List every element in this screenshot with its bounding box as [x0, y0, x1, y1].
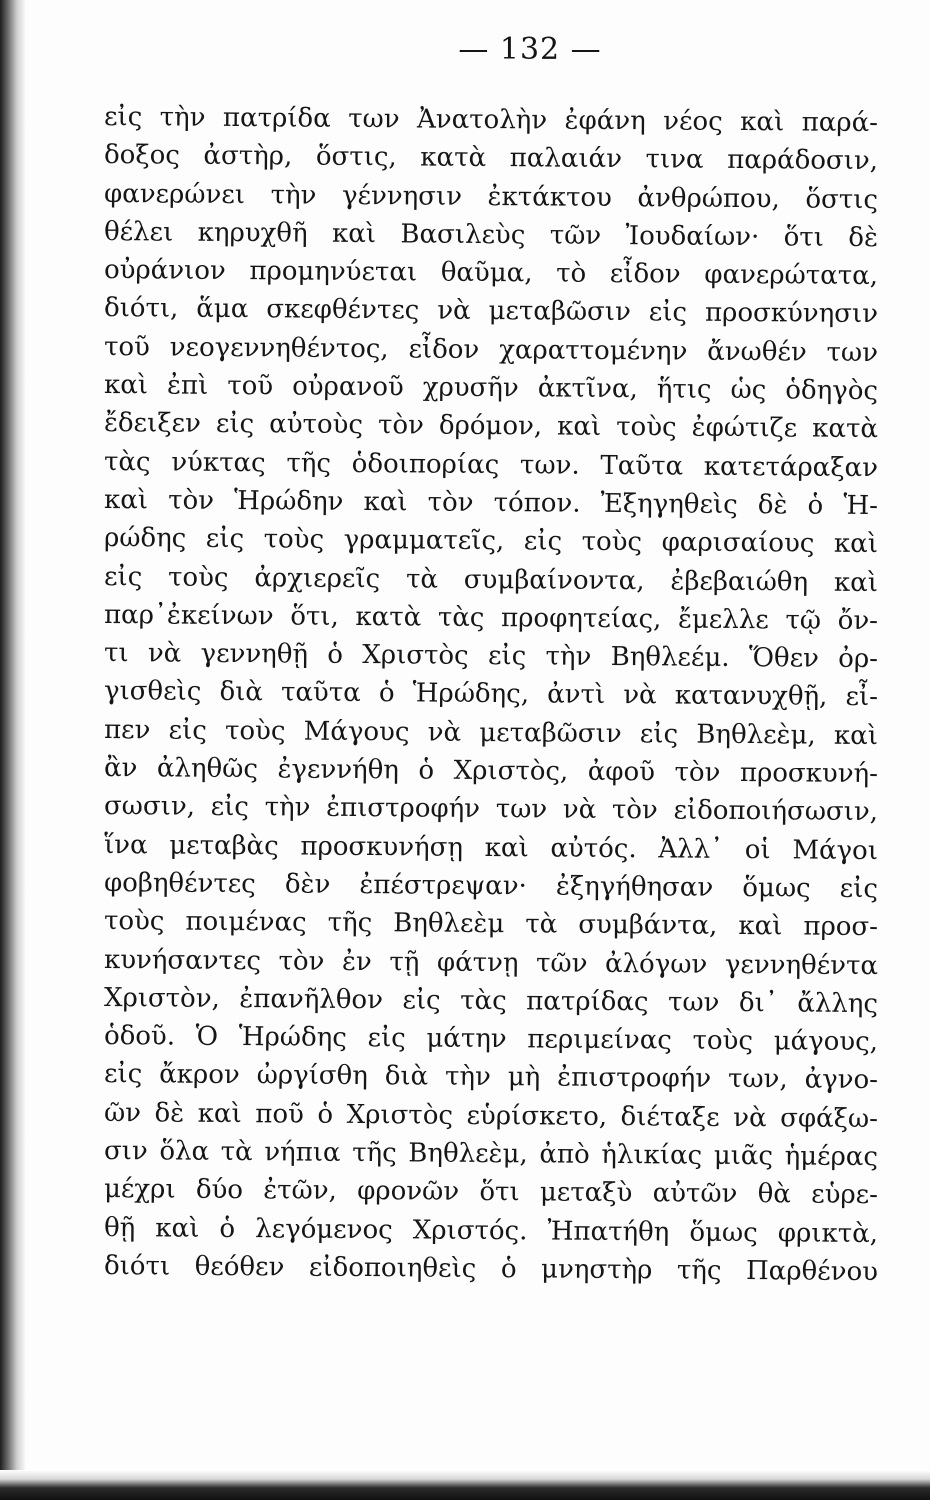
text-line: Χριστὸν, ἐπανῆλθον εἰς τὰς πατρίδας των δι᾽ ἄλλης	[103, 982, 879, 1019]
text-line: καὶ τὸν Ἡρώδην καὶ τὸν τόπον. Ἐξηγηθεὶς δὲ ὁ Ἡ-	[103, 484, 879, 522]
text-line: καὶ ἐπὶ τοῦ οὐρανοῦ χρυσῆν ἀκτῖνα, ἥτις ὡς ὁδηγὸς	[103, 370, 879, 407]
text-line: παρ᾽ἐκείνων ὅτι, κατὰ τὰς προφητείας, ἔμελλε τῷ ὄν-	[103, 599, 879, 636]
text-line: μέχρι δύο ἐτῶν, φρονῶν ὅτι μεταξὺ αὐτῶν θὰ εὑρε-	[103, 1174, 879, 1211]
text-line: κυνήσαντες τὸν ἐν τῇ φάτνῃ τῶν ἀλόγων γεννηθέντα	[103, 944, 879, 981]
text-line: θῇ καὶ ὁ λεγόμενος Χριστός. Ἠπατήθη ὅμως φρικτὰ,	[103, 1212, 879, 1249]
text-line: ἔδειξεν εἰς αὐτοὺς τὸν δρόμον, καὶ τοὺς ἐφώτιζε κατὰ	[103, 408, 879, 445]
text-line: διότι, ἅμα σκεφθέντες νὰ μεταβῶσιν εἰς προσκύνησιν	[103, 293, 879, 330]
text-line: τι νὰ γεννηθῇ ὁ Χριστὸς εἰς τὴν Βηθλεέμ. Ὅθεν ὀρ-	[103, 638, 879, 675]
text-line: φοβηθέντες δὲν ἐπέστρεψαν· ἐξηγήθησαν ὅμως εἰς	[103, 867, 879, 905]
text-line: σιν ὅλα τὰ νήπια τῆς Βηθλεὲμ, ἀπὸ ἡλικίας μιᾶς ἡμέρας	[103, 1136, 879, 1173]
text-line: διότι θεόθεν εἰδοποιηθεὶς ὁ μνηστὴρ τῆς Παρθένου	[103, 1250, 879, 1287]
page-number: — 132 —	[458, 32, 602, 67]
text-line: πεν εἰς τοὺς Μάγους νὰ μεταβῶσιν εἰς Βηθλεὲμ, καὶ	[103, 714, 879, 751]
text-line: ἂν ἀληθῶς ἐγεννήθη ὁ Χριστὸς, ἀφοῦ τὸν προσκυνή-	[103, 753, 879, 790]
text-line: οὐράνιον προμηνύεται θαῦμα, τὸ εἶδον φανερώτατα,	[103, 255, 879, 292]
text-line: ρώδης εἰς τοὺς γραμματεῖς, εἰς τοὺς φαρισαίους καὶ	[103, 523, 879, 560]
text-line: εἰς τὴν πατρίδα των Ἀνατολὴν ἐφάνη νέος καὶ παρά-	[103, 102, 879, 139]
text-line: εἰς ἄκρον ὠργίσθη διὰ τὴν μὴ ἐπιστροφήν των, ἀγνο-	[103, 1059, 879, 1096]
spine-shadow	[0, 0, 26, 1500]
text-line: δοξος ἀστὴρ, ὅστις, κατὰ παλαιάν τινα παράδοσιν,	[103, 140, 879, 177]
text-line: σωσιν, εἰς τὴν ἐπιστροφήν των νὰ τὸν εἰδοποιήσωσιν,	[103, 791, 879, 828]
text-line: ὁδοῦ. Ὁ Ἡρώδης εἰς μάτην περιμείνας τοὺς μάγους,	[103, 1021, 879, 1058]
body-text	[104, 98, 878, 1285]
text-line: τοὺς ποιμένας τῆς Βηθλεὲμ τὰ συμβάντα, καὶ προσ-	[103, 906, 879, 943]
text-line: τὰς νύκτας τῆς ὁδοιπορίας των. Ταῦτα κατετάραξαν	[103, 446, 879, 483]
page-bottom-edge	[0, 1470, 930, 1500]
text-line: θέλει κηρυχθῆ καὶ Βασιλεὺς τῶν Ἰουδαίων· ὅτι δὲ	[103, 216, 879, 253]
text-line: ἵνα μεταβὰς προσκυνήσῃ καὶ αὐτός. Ἀλλ᾽ οἱ Μάγοι	[103, 829, 879, 866]
text-line: τοῦ νεογεννηθέντος, εἶδον χαραττομένην ἄνωθέν των	[103, 331, 879, 368]
text-line: φανερώνει τὴν γέννησιν ἐκτάκτου ἀνθρώπου, ὅστις	[103, 178, 879, 215]
text-line: γισθεὶς διὰ ταῦτα ὁ Ἡρώδης, ἀντὶ νὰ κατανυχθῇ, εἶ-	[103, 676, 879, 713]
text-line: ῶν δὲ καὶ ποῦ ὁ Χριστὸς εὑρίσκετο, διέταξε νὰ σφάξω-	[103, 1097, 879, 1134]
text-line: εἰς τοὺς ἀρχιερεῖς τὰ συμβαίνοντα, ἐβεβαιώθη καὶ	[103, 561, 879, 598]
